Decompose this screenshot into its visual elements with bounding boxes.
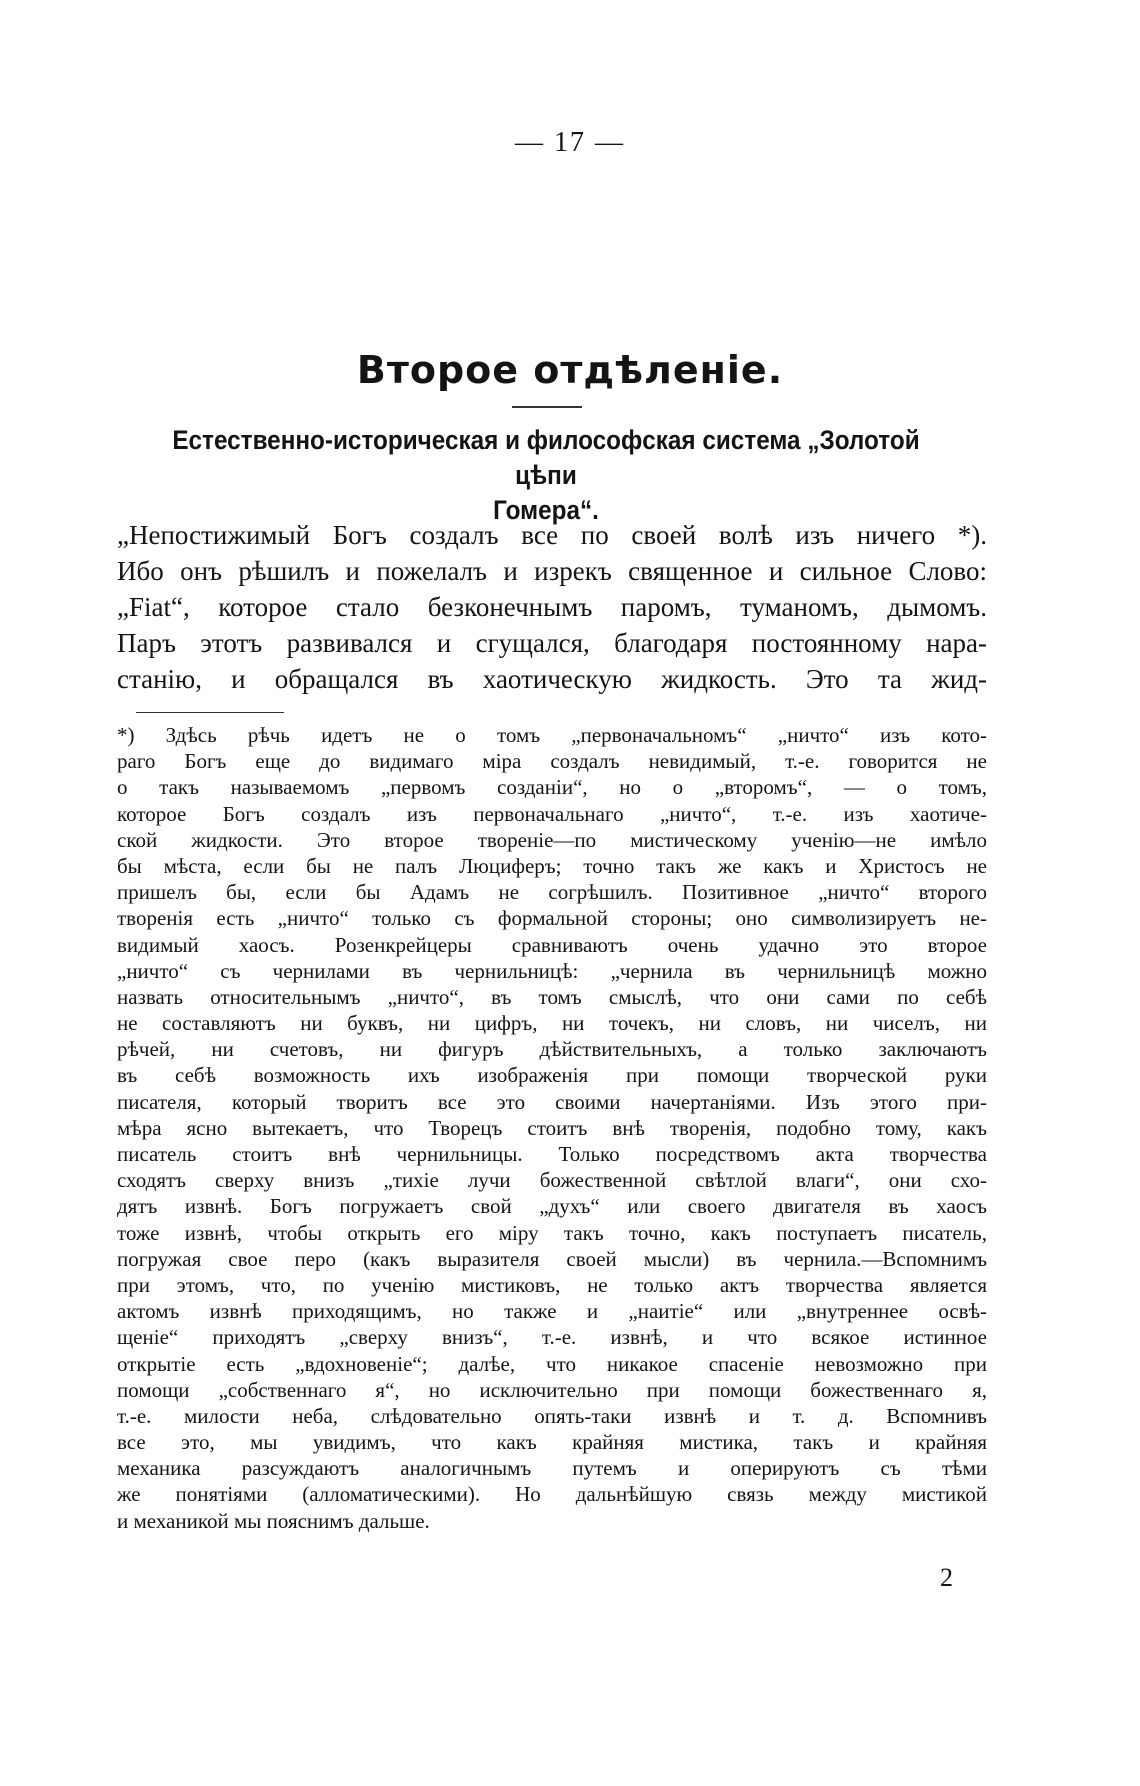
footnote-line: мѣра ясно вытекаетъ, что Творецъ стоитъ внѣ творенія, подобно тому, какъ — [117, 1115, 987, 1140]
footnote-line: открытіе есть „вдохновеніе“; далѣе, что никакое спасеніе невозможно при — [117, 1351, 987, 1376]
footnote-line: писателя, который творитъ все это своими начертаніями. Изъ этого при- — [117, 1089, 987, 1114]
text-line: „Непостижимый Богъ создалъ все по своей волѣ изъ ничего *). — [117, 520, 987, 550]
footnote-line: при этомъ, что, по ученію мистиковъ, не только актъ творчества является — [117, 1272, 987, 1297]
footnote-line: и механикой мы пояснимъ дальше. — [117, 1508, 430, 1533]
footnote — [117, 722, 987, 1534]
footnote-line: сходятъ сверху внизъ „тихіе лучи божественной свѣтлой влаги“, они схо- — [117, 1168, 987, 1193]
footnote-line: же понятіями (алломатическими). Но дальнѣйшую связь между мистикой — [117, 1482, 987, 1507]
footnote-line: дятъ извнѣ. Богъ погружаетъ свой „духъ“ или своего двигателя въ хаосъ — [117, 1194, 987, 1219]
chapter-title: Второе отдѣленіе. — [356, 348, 784, 392]
subtitle-line: Гомера“. — [493, 495, 599, 525]
subtitle — [150, 423, 942, 528]
footnote-line: механика разсуждаютъ аналогичнымъ путемъ и оперируютъ съ тѣми — [117, 1456, 987, 1481]
footnote-line: „ничто“ съ чернилами въ чернильницѣ: „чернила въ чернильницѣ можно — [117, 958, 987, 983]
footnote-line: рѣчей, ни счетовъ, ни фигуръ дѣйствительныхъ, а только заключаютъ — [117, 1037, 987, 1062]
footnote-line: раго Богъ еще до видимаго міра создалъ невидимый, т.-е. говорится не — [117, 749, 987, 774]
footnote-line: творенія есть „ничто“ только съ формальной стороны; оно символизируетъ не- — [117, 906, 987, 931]
footnote-line: актомъ извнѣ приходящимъ, но также и „наитіе“ или „внутреннее освѣ- — [117, 1299, 987, 1324]
footnote-line: о такъ называемомъ „первомъ созданіи“, но о „второмъ“, — о томъ, — [117, 775, 987, 800]
footnote-line: тоже извнѣ, чтобы открыть его міру такъ точно, какъ поступаетъ писатель, — [117, 1220, 987, 1245]
footnote-line: щеніе“ приходятъ „сверху внизъ“, т.-е. извнѣ, и что всякое истинное — [117, 1325, 987, 1350]
main-paragraph — [117, 517, 987, 697]
signature-mark: 2 — [940, 1563, 953, 1592]
footnote-line: *) Здѣсь рѣчь идетъ не о томъ „первоначальномъ“ „ничто“ изъ кото- — [117, 723, 987, 747]
footnote-line: т.-е. милости неба, слѣдовательно опять-таки извнѣ и т. д. Вспомнивъ — [117, 1403, 987, 1428]
footnote-line: видимый хаосъ. Розенкрейцеры сравниваютъ очень удачно это второе — [117, 932, 987, 957]
footnote-line: погружая свое перо (какъ выразителя своей мысли) въ чернила.—Вспомнимъ — [117, 1246, 987, 1271]
footnote-line: помощи „собственнаго я“, но исключительно при помощи божественнаго я, — [117, 1377, 987, 1402]
footnote-line: которое Богъ создалъ изъ первоначальнаго „ничто“, т.-е. изъ хаотиче- — [117, 801, 987, 826]
footnote-line: назвать относительнымъ „ничто“, въ томъ смыслѣ, что они сами по себѣ — [117, 984, 987, 1009]
footnote-line: писатель стоитъ внѣ чернильницы. Только посредствомъ акта творчества — [117, 1142, 987, 1166]
subtitle-line: Естественно-историческая и философская система „Золотой цѣпи — [172, 425, 920, 490]
footnote-line: все это, мы увидимъ, что какъ крайняя мистика, такъ и крайняя — [117, 1430, 987, 1455]
text-line: „Fiat“, которое стало безконечнымъ паромъ, туманомъ, дымомъ. — [117, 592, 987, 622]
footnote-line: ской жидкости. Это второе твореніе—по мистическому ученію—не имѣло — [117, 827, 987, 852]
page-number: — 17 — — [515, 127, 625, 158]
footnote-line: не составляютъ ни буквъ, ни цифръ, ни точекъ, ни словъ, ни чиселъ, ни — [117, 1011, 987, 1036]
footnote-line: бы мѣста, если бы не палъ Люциферъ; точно такъ же какъ и Христосъ не — [117, 853, 987, 878]
text-line: Ибо онъ рѣшилъ и пожелалъ и изрекъ священное и сильное Слово: — [117, 556, 987, 586]
text-line: Паръ этотъ развивался и сгущался, благодаря постоянному нара- — [117, 628, 987, 658]
footnote-line: въ себѣ возможность ихъ изображенія при помощи творческой руки — [117, 1063, 987, 1088]
title-divider — [512, 406, 582, 408]
footnote-divider — [136, 712, 284, 713]
footnote-line: пришелъ бы, если бы Адамъ не согрѣшилъ. Позитивное „ничто“ второго — [117, 880, 987, 905]
text-line: станію, и обращался въ хаотическую жидкость. Это та жид- — [117, 664, 987, 694]
